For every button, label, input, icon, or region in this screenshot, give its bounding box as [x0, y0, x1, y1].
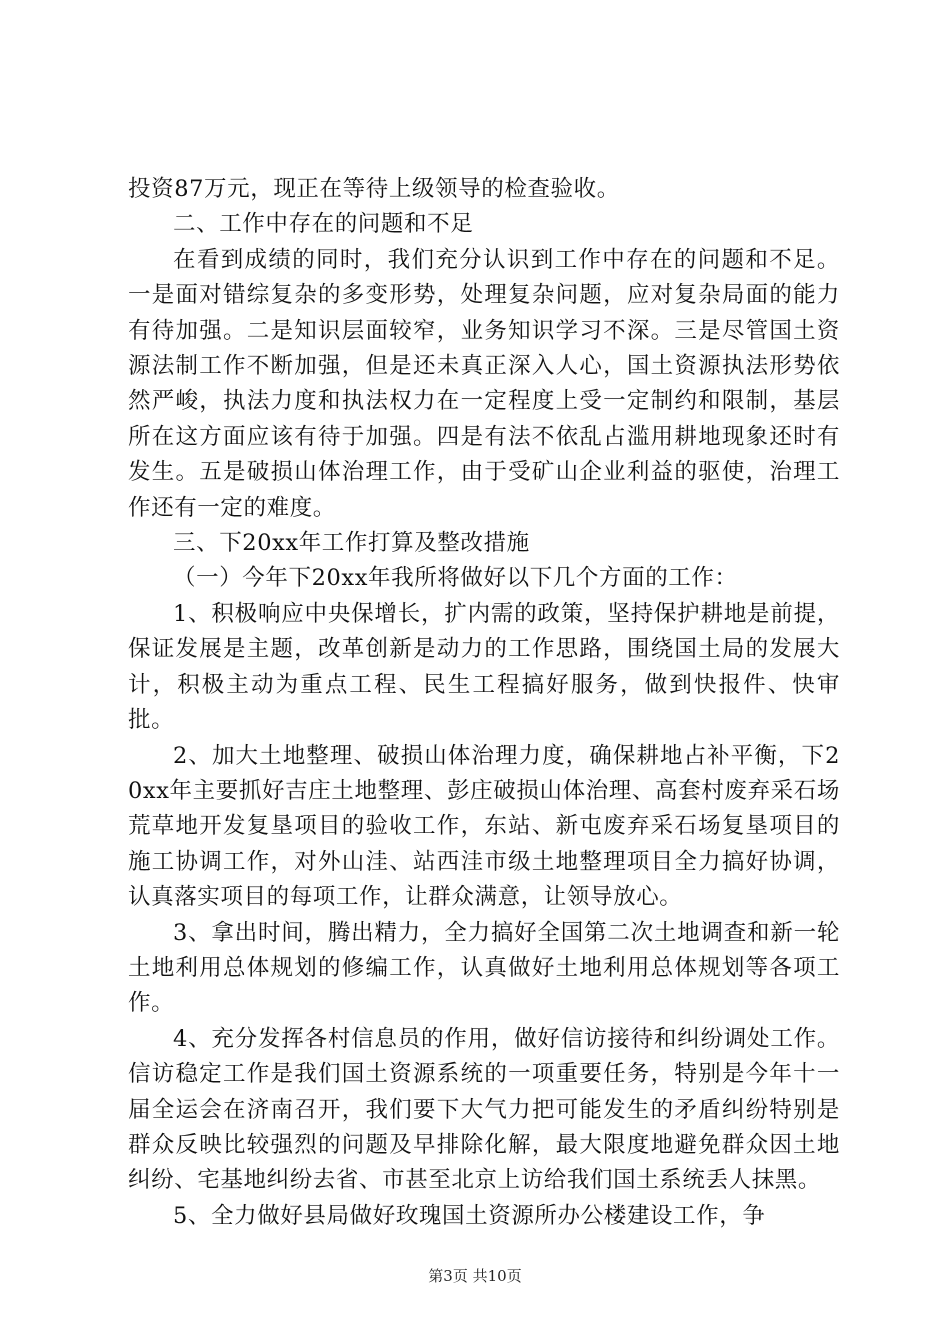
- list-item-1: 1、积极响应中央保增长，扩内需的政策，坚持保护耕地是前提，保证发展是主题，改革创新是动力的工作思路，围绕国土局的发展大计，积极主动为重点工程、民生工程搞好服务，做到快报件、快审批。: [128, 600, 840, 734]
- list-item-5: 5、全力做好县局做好玫瑰国土资源所办公楼建设工作，争: [173, 1202, 766, 1229]
- page-number-footer: 第3页 共10页: [428, 1267, 522, 1285]
- paragraph-problems: 在看到成绩的同时，我们充分认识到工作中存在的问题和不足。一是面对错综复杂的多变形势，处理复杂问题，应对复杂局面的能力有待加强。二是知识层面较窄，业务知识学习不深。三是尽管国土资源法制工作不断加强，但是还未真正深入人心，国土资源执法形势依然严峻，执法力度和执法权力在一定程度上受一定制约和限制，基层所在这方面应该有待于加强。四是有法不依乱占滥用耕地现象还时有发生。五是破损山体治理工作，由于受矿山企业利益的驱使，治理工作还有一定的难度。: [128, 246, 840, 521]
- list-item-4: 4、充分发挥各村信息员的作用，做好信访接待和纠纷调处工作。信访稳定工作是我们国土资源系统的一项重要任务，特别是今年十一届全运会在济南召开，我们要下大气力把可能发生的矛盾纠纷特别是群众反映比较强烈的问题及早排除化解，最大限度地避免群众因土地纠纷、宅基地纠纷去省、市甚至北京上访给我们国土系统丢人抹黑。: [128, 1025, 840, 1194]
- list-item-3: 3、拿出时间，腾出精力，全力搞好全国第二次土地调查和新一轮土地利用总体规划的修编工作，认真做好土地利用总体规划等各项工作。: [128, 919, 840, 1017]
- paragraph-continuation: 投资87万元，现正在等待上级领导的检查验收。: [128, 176, 620, 202]
- document-body: [128, 172, 840, 1234]
- list-item-2: 2、加大土地整理、破损山体治理力度，确保耕地占补平衡，下20xx年主要抓好吉庄土地整理、彭庄破损山体治理、高套村废弃采石场荒草地开发复垦项目的验收工作，东站、新屯废弃采石场复垦项目的施工协调工作，对外山洼、站西洼市级土地整理项目全力搞好协调，认真落实项目的每项工作，让群众满意，让领导放心。: [128, 742, 840, 911]
- section-heading-plans: 三、下20xx年工作打算及整改措施: [173, 530, 530, 557]
- section-heading-problems: 二、工作中存在的问题和不足: [173, 211, 474, 238]
- subsection-heading: （一）今年下20xx年我所将做好以下几个方面的工作：: [173, 565, 738, 592]
